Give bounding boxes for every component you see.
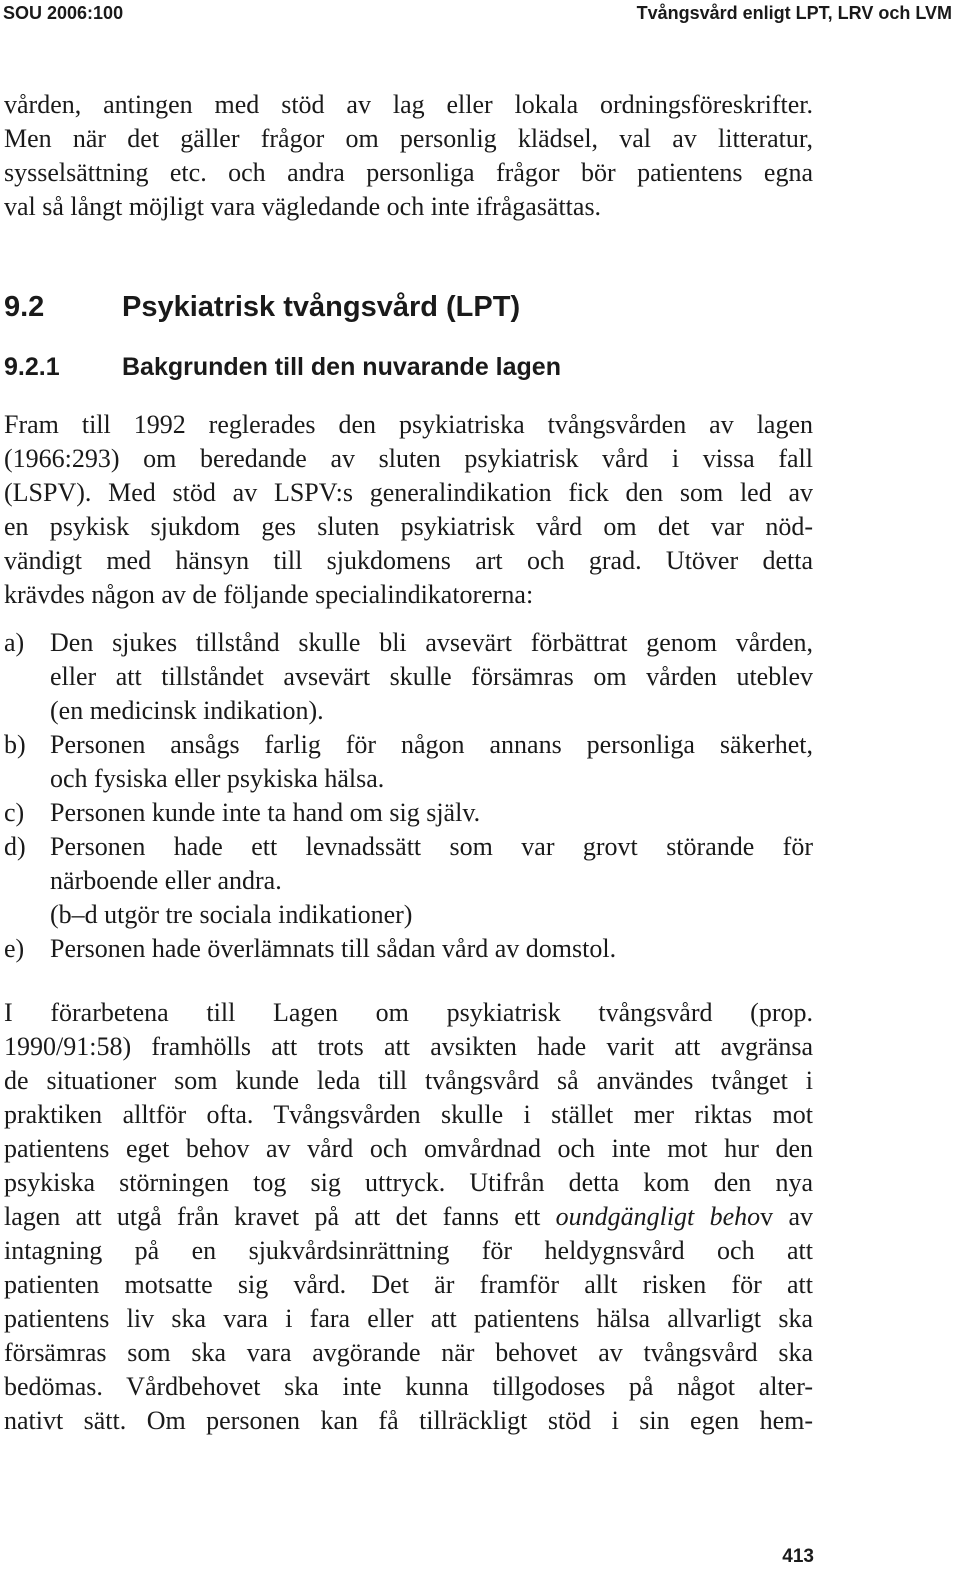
text-line: 1990/91:58) framhölls att trots att avsikten hade varit att avgränsa [4,1032,813,1061]
section-number: 9.2 [4,291,45,323]
emphasized-term: oundgängligt beho [555,1202,761,1231]
text-line: Personen ansågs farlig för någon annans personliga säkerhet, [50,730,813,759]
text-line: försämras som ska vara avgörande när behovet av tvångsvård ska [4,1338,813,1367]
text-line-emphasis [4,1200,813,1234]
text-line: krävdes någon av de följande specialindikatorerna: [4,580,534,609]
text-line: Personen kunde inte ta hand om sig själv. [50,798,481,827]
list-marker: b) [4,730,26,759]
text-line: nativt sätt. Om personen kan få tillräckligt stöd i sin egen hem- [4,1406,813,1435]
text-line: psykiska störningen tog sig uttryck. Utifrån detta kom den nya [4,1168,813,1197]
text-line: och fysiska eller psykiska hälsa. [50,764,385,793]
text-line: vården, antingen med stöd av lag eller lokala ordningsföreskrifter. [4,90,813,119]
text-line: Den sjukes tillstånd skulle bli avsevärt förbättrat genom vården, [50,628,813,657]
list-marker: a) [4,628,25,657]
text-line: en psykisk sjukdom ges sluten psykiatrisk vård om det var nöd- [4,512,813,541]
text-line: praktiken alltför ofta. Tvångsvården skulle i stället mer riktas mot [4,1100,813,1129]
text-line: eller att tillståndet avsevärt skulle försämras om vården uteblev [50,662,813,691]
text-line: patientens eget behov av vård och omvårdnad och inte mot hur den [4,1134,813,1163]
document-reference: SOU 2006:100 [3,3,124,23]
text-line: val så långt möjligt vara vägledande och inte ifrågasättas. [4,192,602,221]
text-line: Fram till 1992 reglerades den psykiatriska tvångsvården av lagen [4,410,813,439]
indication-list [4,626,813,966]
text-line: (LSPV). Med stöd av LSPV:s generalindikation fick den som led av [4,478,813,507]
intro-paragraph [4,88,813,224]
subsection-number: 9.2.1 [4,353,60,381]
chapter-title: Tvångsvård enligt LPT, LRV och LVM [636,3,952,23]
text-line: intagning på en sjukvårdsinrättning för heldygnsvård och att [4,1236,813,1265]
text-fragment: lagen att utgå från kravet på att det fanns ett [4,1202,556,1231]
list-marker: e) [4,934,25,963]
text-line: (en medicinsk indikation). [50,696,324,725]
list-item [4,830,813,932]
text-line: närboende eller andra. [50,866,282,895]
text-fragment: v av [760,1202,813,1231]
text-line: (1966:293) om beredande av sluten psykiatrisk vård i vissa fall [4,444,813,473]
page-number: 413 [782,1546,814,1567]
text-line: bedömas. Vårdbehovet ska inte kunna tillgodoses på något alter- [4,1372,813,1401]
text-line: sysselsättning etc. och andra personliga frågor bör patientens egna [4,158,813,187]
section-heading [4,291,704,327]
text-line: Personen hade överlämnats till sådan vård av domstol. [50,934,617,963]
text-line: patienten motsatte sig vård. Det är framför allt risken för att [4,1270,813,1299]
preparatory-works-paragraph [4,996,813,1438]
text-line: Personen hade ett levnadssätt som var grovt störande för [50,832,813,861]
list-item [4,796,813,830]
subsection-title: Bakgrunden till den nuvarande lagen [122,353,561,381]
page-header [0,0,960,30]
section-title: Psykiatrisk tvångsvård (LPT) [122,291,521,323]
list-marker: d) [4,832,26,861]
text-line: (b–d utgör tre sociala indikationer) [50,900,413,929]
list-item [4,932,813,966]
text-line: Men när det gäller frågor om personlig klädsel, val av litteratur, [4,124,813,153]
text-line: I förarbetena till Lagen om psykiatrisk tvångsvård (prop. [4,998,813,1027]
background-paragraph [4,408,813,612]
subsection-heading [4,353,704,385]
list-item [4,728,813,796]
text-line: patientens liv ska vara i fara eller att patientens hälsa allvarligt ska [4,1304,813,1333]
text-line: de situationer som kunde leda till tvångsvård så användes tvånget i [4,1066,813,1095]
list-item [4,626,813,728]
list-marker: c) [4,798,25,827]
text-line: vändigt med hänsyn till sjukdomens art och grad. Utöver detta [4,546,813,575]
